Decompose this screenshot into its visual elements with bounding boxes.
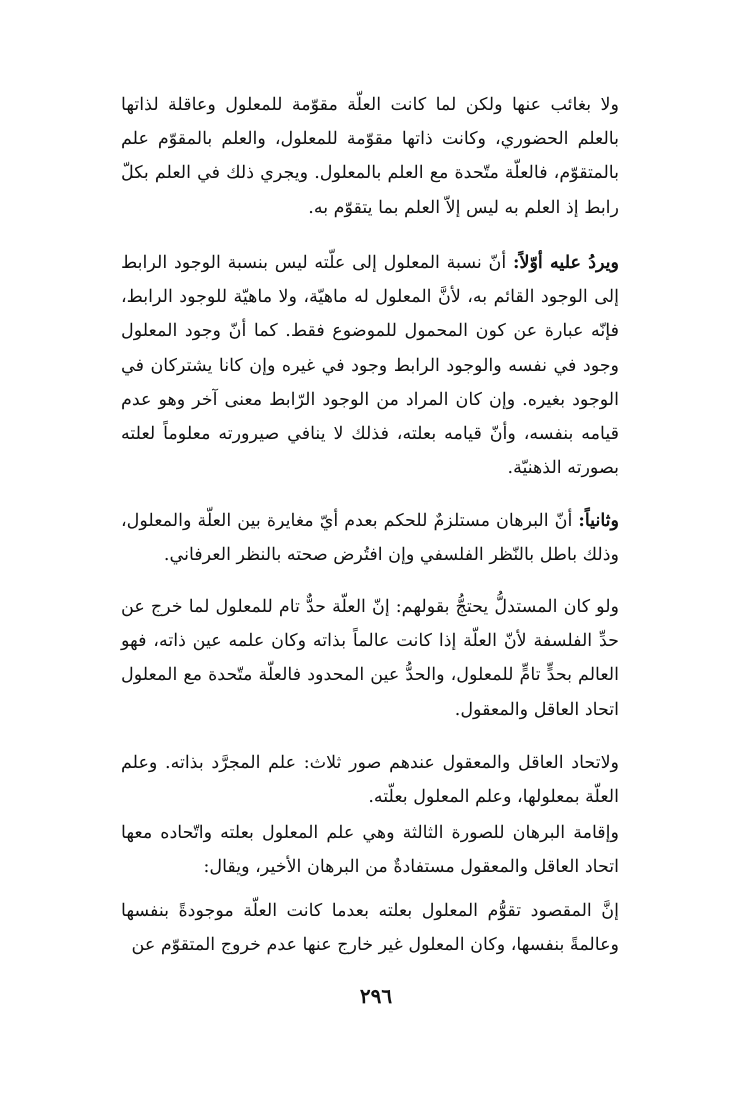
paragraph-4-text: ولو كان المستدلُّ يحتجُّ بقولهم: إنّ العلّة حدٌّ تام للمعلول لما خرج عن حدِّ الفلسفة لأنّ العلّة إذا كانت عالماً بذاته وكان علمه عين ذاته، فهو العالم بحدٍّ تامٍّ للمعلول، والحدُّ عين المحدود فالعلّة متّحدة مع المعلول اتحاد العاقل والمعقول.	[121, 597, 619, 720]
paragraph-2-lead: ويردُ عليه أوّلاً:	[513, 253, 619, 273]
paragraph-1-text: ولا بغائب عنها ولكن لما كانت العلّة مقوّمة للمعلول وعاقلة لذاتها بالعلم الحضوري، وكانت ذاتها مقوّمة للمعلول، والعلم بالمقوّم علم بالمتقوّم، فالعلّة متّحدة مع العلم بالمعلول. ويجري ذلك في العلم بكلّ رابط إذ العلم به ليس إلاّ العلم بما يتقوّم به.	[121, 95, 619, 218]
paragraph-3	[121, 504, 619, 572]
page-number: ٢٩٦	[359, 984, 393, 1008]
paragraph-5-text: ولاتحاد العاقل والمعقول عندهم صور ثلاث: علم المجرَّد بذاته. وعلم العلّة بمعلولها، وعلم المعلول بعلّته.	[121, 753, 619, 808]
paragraph-6	[121, 816, 619, 884]
paragraph-2-text: أنّ نسبة المعلول إلى علّته ليس بنسبة الوجود الرابط إلى الوجود القائم به، لأنَّ المعلول له ماهيّة، ولا ماهيّة للوجود الرابط، فإنّه عبارة عن كون المحمول للموضوع فقط. كما أنّ وجود المعلول وجود في نفسه والوجود الرابط وجود في غيره وإن كانا يشتركان في الوجود بغيره. وإن كان المراد من الوجود الرّابط معنى آخر وهو عدم قيامه بنفسه، وأنّ قيامه بعلته، فذلك لا ينافي صيرورته معلوماً لعلته بصورته الذهنيّة.	[121, 253, 619, 479]
paragraph-5	[121, 746, 619, 814]
paragraph-1	[121, 88, 619, 225]
paragraph-7-text: إنَّ المقصود تقوُّم المعلول بعلته بعدما كانت العلّة موجودةً بنفسها وعالمةً بنفسها، وكان المعلول غير خارج عنها عدم خروج المتقوّم عن	[121, 901, 619, 956]
paragraph-3-text: أنّ البرهان مستلزمٌ للحكم بعدم أيّ مغايرة بين العلّة والمعلول، وذلك باطل بالنّظر الفلسفي وإن افتُرض صحته بالنظر العرفاني.	[121, 511, 619, 566]
paragraph-3-lead: وثانياً:	[578, 511, 619, 531]
paragraph-4	[121, 590, 619, 727]
paragraph-6-text: وإقامة البرهان للصورة الثالثة وهي علم المعلول بعلته واتّحاده معها اتحاد العاقل والمعقول مستفادةٌ من البرهان الأخير، ويقال:	[121, 823, 619, 878]
paragraph-7	[121, 894, 619, 962]
paragraph-2	[121, 246, 619, 485]
